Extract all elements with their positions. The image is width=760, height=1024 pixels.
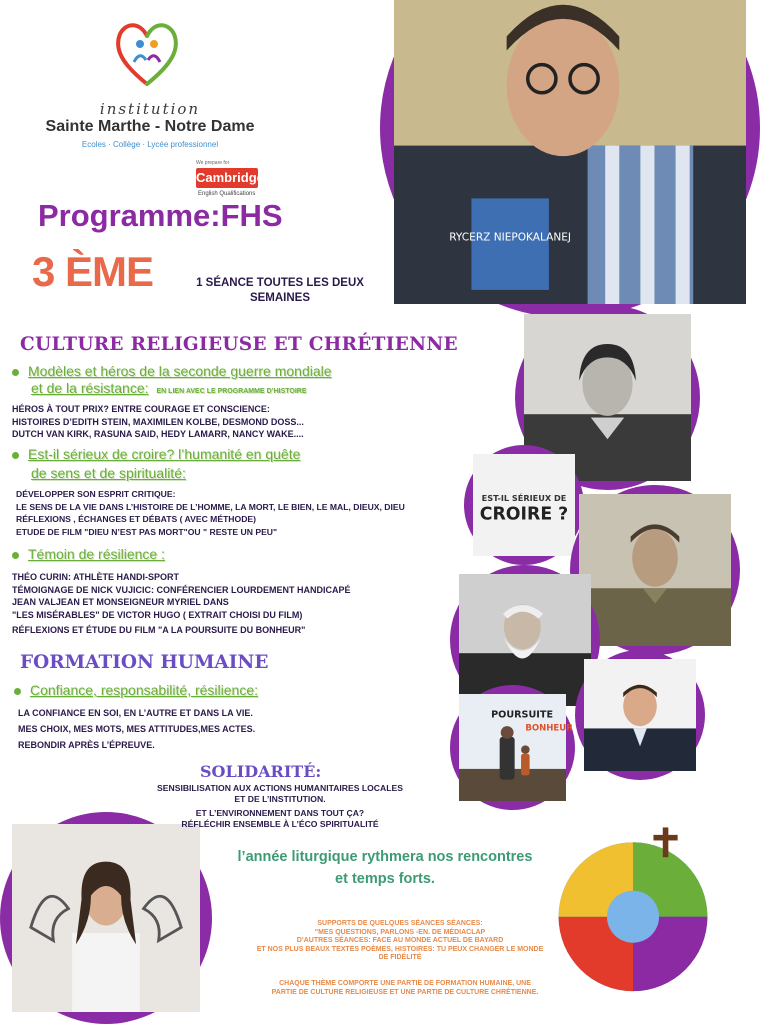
logo-institution-word: institution [99,100,201,118]
croire-image [464,445,584,565]
page-title: Programme:FHS [38,198,283,233]
film-word1: POURSUITE [491,709,554,721]
bullet-dot [12,369,19,376]
bullet-resilience: Témoin de résilience : [12,546,165,562]
level-title: 3 ÈME [32,248,154,295]
nick-vujicic-portrait [575,650,705,780]
kolbe-portrait [380,0,760,318]
cambridge-pre: We prepare for [196,160,230,166]
logo-subtitle: Ecoles · Collège · Lycée professionnel [81,140,219,149]
institution-logo-icon [112,14,182,94]
croire-line1: EST-IL SÉRIEUX DE [481,492,567,503]
supports-text: SUPPORTS DE QUELQUES SÉANCES SÉANCES: "MES QUESTIONS, PARLONS -EN. DE MÉDIACLAP D’AUTRES SÉANCES: FACE AU MONDE ACTUEL DE BAYARD ET NOS PLUS BEAUX TEXTES POÈMES, HISTOIRES: TU PEUX CHANGER LE MONDE DE FIDÉLITÉ [256,920,544,962]
bullet-heroes-cont: et de la résistance: EN LIEN AVEC LE PROGRAMME D’HISTOIRE [31,380,307,396]
final-note: CHAQUE THÈME COMPORTE UNE PARTIE DE FORMATION HUMAINE, UNE PARTIE DE CULTURE RELIGIEUSE ET UNE PARTIE DE CULTURE CHRÉTIENNE. [271,980,539,996]
bullet-croire: Est-il sérieux de croire? l’humanité en quête [12,446,300,462]
cambridge-logo: Cambridge [196,168,258,188]
bullet-dot [12,552,19,559]
book-title: RYCERZ NIEPOKALANEJ [449,231,572,244]
solidarite-text: SENSIBILISATION AUX ACTIONS HUMANITAIRES LOCALES ET DE L’INSTITUTION. ET L’ENVIRONNEMENT DANS TOUT ÇA? RÉFLÉCHIR ENSEMBLE À L’ÉCO SPIRITUALITÉ [157,783,403,829]
bullet-croire-cont: de sens et de spiritualité: [31,465,186,481]
woman-strength-image [0,812,212,1024]
cambridge-qualifications: English Qualifications [198,191,256,197]
film-word2: BONHEUR [525,723,573,734]
frequency-note: 1 SÉANCE TOUTES LES DEUX SEMAINES [196,277,364,304]
section-formation-title: FORMATION HUMAINE [20,652,269,673]
liturgical-year-wheel [540,820,726,1006]
bullet-heroes: Modèles et héros de la seconde guerre mondiale [12,363,332,379]
heroes-text: HÉROS À TOUT PRIX? ENTRE COURAGE ET CONSCIENCE: HISTOIRES D’EDITH STEIN, MAXIMILEN KOLBE, DESMOND DOSS... DUTCH VAN KIRK, RASUNA SAID, HEDY LAMARR, NANCY WAKE.... [12,404,304,439]
section-solidarite-title: SOLIDARITÉ: [200,762,322,781]
bullet-confiance: Confiance, responsabilité, résilience: [14,682,258,698]
pursuit-happiness-poster [450,685,575,810]
croire-text: DÉVELOPPER SON ESPRIT CRITIQUE: LE SENS DE LA VIE DANS L’HISTOIRE DE L’HOMME, LA MORT, LE BIEN, LE MAL, DIEUX, DIEU RÉFLEXIONS , ÉCHANGES ET DÉBATS ( AVEC MÉTHODE) ETUDE DE FILM "DIEU N’EST PAS MORT"OU " RESTE UN PEU" [16,489,405,537]
croire-line2: CROIRE ? [479,504,569,525]
bullet-dot [12,452,19,459]
history-note: EN LIEN AVEC LE PROGRAMME D’HISTOIRE [156,388,307,395]
liturgy-note: l’année liturgique rythmera nos rencontres et temps forts. [237,849,533,887]
section-culture-title: CULTURE RELIGIEUSE ET CHRÉTIENNE [20,334,458,355]
resilience-text: THÉO CURIN: ATHLÈTE HANDI-SPORT TÉMOIGNAGE DE NICK VUJICIC: CONFÉRENCIER LOURDEMENT HANDICAPÉ JEAN VALJEAN ET MONSEIGNEUR MYRIEL DANS "LES MISÉRABLES" DE VICTOR HUGO ( EXTRAIT CHOISI DU FILM) RÉFLEXIONS ET ÉTUDE DU FILM "A LA POURSUITE DU BONHEUR" [12,572,351,635]
formation-text: LA CONFIANCE EN SOI, EN L’AUTRE ET DANS LA VIE. MES CHOIX, MES MOTS, MES ATTITUDES,MES ACTES. REBONDIR APRÈS L’ÉPREUVE. [18,708,256,750]
bullet-dot [14,688,21,695]
logo-school-name: Sainte Marthe - Notre Dame [45,118,255,135]
